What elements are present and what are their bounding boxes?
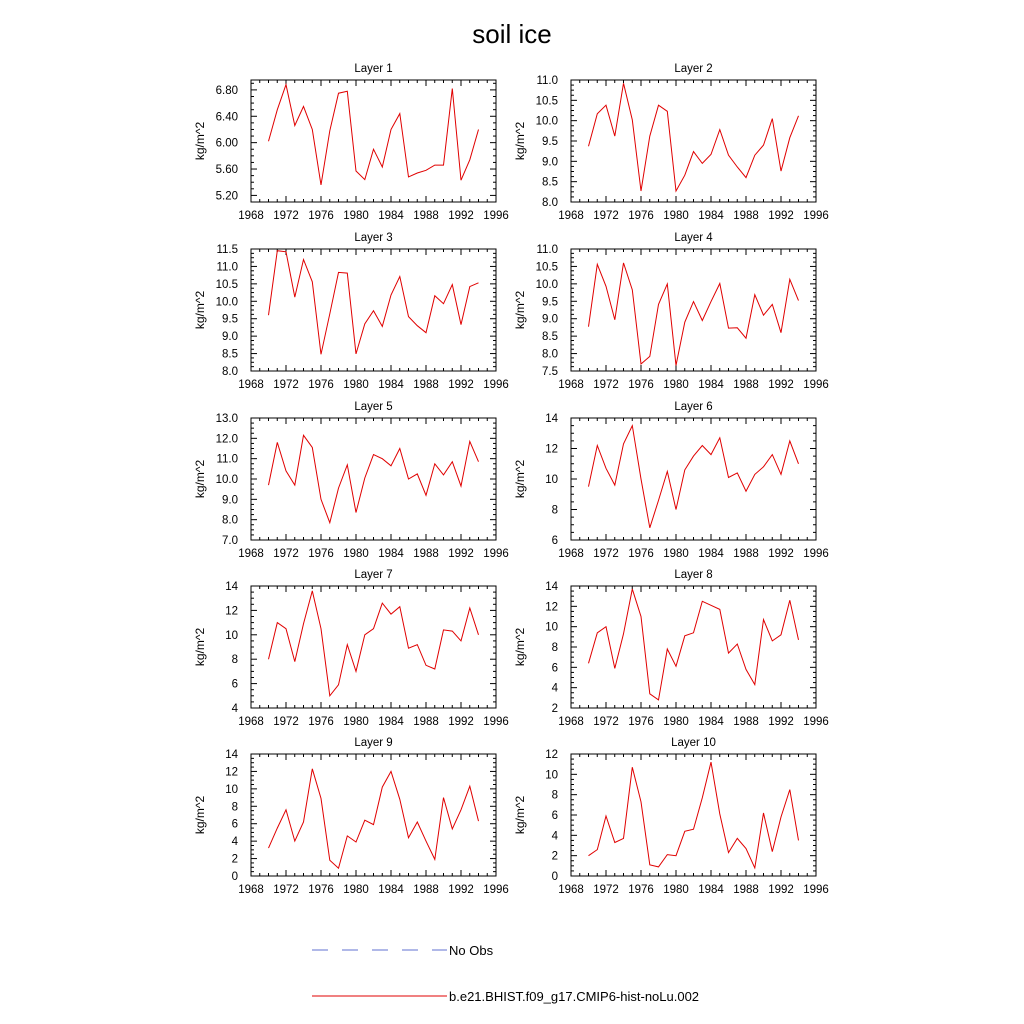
series-line [589, 426, 799, 528]
y-tick-label: 12 [225, 766, 238, 779]
y-tick-label: 8 [551, 789, 558, 802]
y-tick-label: 9.5 [542, 136, 558, 148]
x-tick-label: 1980 [663, 210, 689, 222]
y-tick-label: 8 [231, 801, 238, 814]
panels [193, 63, 829, 896]
x-tick-label: 1988 [733, 548, 759, 560]
x-tick-label: 1980 [663, 379, 689, 391]
y-tick-label: 9.0 [222, 331, 238, 344]
panel-10 [513, 737, 829, 896]
y-tick-label: 9.5 [222, 313, 238, 326]
x-tick-label: 1972 [273, 210, 299, 222]
x-tick-label: 1976 [628, 379, 654, 391]
x-tick-label: 1972 [273, 884, 299, 896]
y-axis-label: kg/m^2 [193, 795, 207, 835]
y-tick-label: 14 [225, 749, 238, 761]
x-tick-label: 1996 [803, 210, 829, 222]
y-tick-label: 6 [551, 662, 558, 675]
x-tick-label: 1980 [343, 884, 369, 896]
y-tick-label: 6.00 [215, 137, 238, 150]
x-tick-label: 1968 [558, 716, 584, 728]
y-tick-label: 8.5 [542, 176, 558, 189]
plot-frame [251, 418, 496, 540]
y-tick-label: 8.0 [222, 514, 238, 527]
y-tick-label: 6.40 [215, 111, 238, 124]
y-tick-label: 2 [551, 703, 558, 715]
x-tick-label: 1976 [308, 884, 334, 896]
series-line [269, 85, 479, 185]
panel-8 [513, 569, 829, 728]
y-axis-label: kg/m^2 [513, 459, 527, 499]
figure-title: soil ice [472, 19, 552, 49]
x-tick-label: 1968 [558, 884, 584, 896]
x-tick-label: 1976 [628, 210, 654, 222]
series-line [269, 435, 479, 522]
legend-model-label: b.e21.BHIST.f09_g17.CMIP6-hist-noLu.002 [449, 989, 700, 1004]
y-tick-label: 10.0 [535, 278, 558, 291]
y-tick-label: 14 [225, 581, 238, 593]
x-tick-label: 1996 [483, 884, 509, 896]
y-axis-label: kg/m^2 [513, 795, 527, 835]
y-axis-label: kg/m^2 [513, 121, 527, 161]
y-tick-label: 4 [551, 682, 558, 695]
y-tick-label: 5.20 [215, 190, 238, 203]
y-tick-label: 9.5 [542, 296, 558, 309]
series-line [589, 263, 799, 366]
y-tick-label: 10.0 [215, 296, 238, 309]
x-tick-label: 1992 [448, 716, 474, 728]
x-tick-label: 1988 [413, 884, 439, 896]
y-axis-label: kg/m^2 [193, 290, 207, 330]
x-tick-label: 1996 [803, 884, 829, 896]
panel-title: Layer 7 [354, 569, 393, 581]
plot-frame [251, 80, 496, 202]
x-tick-label: 1972 [273, 379, 299, 391]
y-tick-label: 9.0 [542, 313, 558, 326]
x-tick-label: 1976 [308, 210, 334, 222]
y-tick-label: 6 [231, 678, 238, 691]
x-tick-label: 1972 [273, 716, 299, 728]
panel-4 [513, 232, 829, 391]
x-tick-label: 1980 [343, 548, 369, 560]
x-tick-label: 1968 [238, 548, 264, 560]
x-tick-label: 1980 [343, 716, 369, 728]
y-tick-label: 11.5 [216, 244, 238, 256]
panel-1 [193, 63, 509, 222]
x-tick-label: 1992 [768, 379, 794, 391]
y-axis-label: kg/m^2 [513, 627, 527, 667]
y-tick-label: 5.60 [215, 164, 238, 177]
y-tick-label: 12 [225, 605, 238, 618]
panel-title: Layer 1 [354, 63, 393, 75]
y-tick-label: 10.5 [215, 278, 238, 291]
x-tick-label: 1988 [413, 379, 439, 391]
y-tick-label: 4 [231, 703, 238, 715]
panel-title: Layer 6 [674, 401, 713, 413]
y-tick-label: 0 [231, 871, 238, 883]
series-line [269, 591, 479, 696]
y-tick-label: 11.0 [216, 453, 238, 466]
y-tick-label: 8 [551, 642, 558, 654]
y-tick-label: 2 [231, 853, 238, 866]
x-tick-label: 1992 [448, 210, 474, 222]
y-tick-label: 11.0 [216, 261, 238, 274]
x-tick-label: 1984 [378, 716, 404, 728]
panel-2 [513, 63, 829, 222]
x-tick-label: 1984 [698, 716, 724, 728]
panel-title: Layer 2 [674, 63, 713, 75]
y-tick-label: 12 [545, 601, 558, 614]
plot-frame [571, 80, 816, 202]
x-tick-label: 1968 [558, 548, 584, 560]
y-tick-label: 8.5 [542, 331, 558, 344]
series-line [589, 762, 799, 868]
panel-7 [193, 569, 509, 728]
x-tick-label: 1984 [698, 884, 724, 896]
y-tick-label: 8.5 [222, 348, 238, 361]
y-tick-label: 10.5 [535, 261, 558, 274]
x-tick-label: 1980 [343, 379, 369, 391]
x-tick-label: 1992 [448, 884, 474, 896]
x-tick-label: 1968 [558, 379, 584, 391]
x-tick-label: 1988 [733, 379, 759, 391]
y-tick-label: 8 [231, 654, 238, 667]
x-tick-label: 1992 [768, 210, 794, 222]
series-line [589, 83, 799, 191]
x-tick-label: 1988 [733, 716, 759, 728]
plot-frame [571, 418, 816, 540]
series-line [269, 769, 479, 868]
y-tick-label: 10 [225, 783, 238, 796]
series-line [269, 251, 479, 355]
y-tick-label: 11.0 [536, 244, 558, 256]
y-tick-label: 6.80 [215, 84, 238, 97]
y-tick-label: 7.0 [222, 535, 238, 547]
y-tick-label: 10.0 [215, 474, 238, 486]
x-tick-label: 1996 [483, 548, 509, 560]
y-axis-label: kg/m^2 [193, 627, 207, 667]
panel-title: Layer 5 [354, 401, 393, 413]
y-tick-label: 9.0 [542, 156, 558, 169]
x-tick-label: 1980 [663, 548, 689, 560]
y-tick-label: 8.0 [542, 348, 558, 361]
x-tick-label: 1984 [378, 884, 404, 896]
x-tick-label: 1992 [768, 716, 794, 728]
y-tick-label: 6 [551, 810, 558, 822]
x-tick-label: 1972 [593, 716, 619, 728]
x-tick-label: 1976 [628, 884, 654, 896]
x-tick-label: 1976 [628, 716, 654, 728]
panel-9 [193, 737, 509, 896]
y-axis-label: kg/m^2 [193, 121, 207, 161]
x-tick-label: 1984 [378, 379, 404, 391]
x-tick-label: 1988 [413, 716, 439, 728]
x-tick-label: 1984 [378, 548, 404, 560]
y-tick-label: 0 [551, 871, 558, 883]
panel-title: Layer 4 [674, 232, 713, 244]
y-tick-label: 8 [551, 504, 558, 517]
panel-5 [193, 401, 509, 560]
x-tick-label: 1968 [558, 210, 584, 222]
x-tick-label: 1976 [308, 379, 334, 391]
x-tick-label: 1996 [483, 210, 509, 222]
x-tick-label: 1984 [378, 210, 404, 222]
y-tick-label: 8.0 [542, 197, 558, 209]
x-tick-label: 1984 [698, 379, 724, 391]
panel-6 [513, 401, 829, 560]
x-tick-label: 1984 [698, 210, 724, 222]
plot-frame [571, 586, 816, 708]
y-tick-label: 4 [551, 830, 558, 843]
x-tick-label: 1976 [308, 716, 334, 728]
y-tick-label: 9.0 [222, 494, 238, 507]
x-tick-label: 1992 [768, 884, 794, 896]
plot-frame [571, 754, 816, 876]
panel-title: Layer 8 [674, 569, 713, 581]
x-tick-label: 1968 [238, 884, 264, 896]
x-tick-label: 1996 [803, 379, 829, 391]
y-tick-label: 10 [225, 629, 238, 642]
y-tick-label: 10 [545, 769, 558, 782]
y-tick-label: 4 [231, 836, 238, 849]
x-tick-label: 1992 [448, 548, 474, 560]
x-tick-label: 1988 [733, 884, 759, 896]
x-tick-label: 1980 [663, 716, 689, 728]
x-tick-label: 1968 [238, 716, 264, 728]
y-tick-label: 2 [551, 850, 558, 863]
y-tick-label: 12 [545, 443, 558, 456]
x-tick-label: 1972 [593, 210, 619, 222]
y-tick-label: 7.5 [542, 366, 558, 378]
x-tick-label: 1968 [238, 210, 264, 222]
x-tick-label: 1972 [273, 548, 299, 560]
x-tick-label: 1968 [238, 379, 264, 391]
x-tick-label: 1980 [663, 884, 689, 896]
y-axis-label: kg/m^2 [193, 459, 207, 499]
plot-frame [571, 249, 816, 371]
y-tick-label: 12 [545, 749, 558, 761]
y-tick-label: 11.0 [536, 75, 558, 87]
x-tick-label: 1980 [343, 210, 369, 222]
panel-title: Layer 10 [671, 737, 716, 749]
y-tick-label: 10.5 [535, 95, 558, 108]
x-tick-label: 1984 [698, 548, 724, 560]
x-tick-label: 1972 [593, 884, 619, 896]
x-tick-label: 1992 [448, 379, 474, 391]
x-tick-label: 1972 [593, 548, 619, 560]
plot-frame [251, 586, 496, 708]
x-tick-label: 1996 [803, 716, 829, 728]
x-tick-label: 1988 [413, 548, 439, 560]
legend-obs-label: No Obs [449, 943, 494, 958]
y-tick-label: 6 [231, 818, 238, 831]
x-tick-label: 1996 [483, 379, 509, 391]
x-tick-label: 1988 [413, 210, 439, 222]
y-tick-label: 14 [545, 413, 558, 425]
y-tick-label: 10.0 [535, 115, 558, 128]
y-tick-label: 10 [545, 474, 558, 486]
series-line [589, 589, 799, 700]
x-tick-label: 1996 [803, 548, 829, 560]
y-axis-label: kg/m^2 [513, 290, 527, 330]
x-tick-label: 1976 [628, 548, 654, 560]
x-tick-label: 1988 [733, 210, 759, 222]
y-tick-label: 10 [545, 621, 558, 634]
y-tick-label: 12.0 [215, 433, 238, 446]
x-tick-label: 1972 [593, 379, 619, 391]
y-tick-label: 13.0 [215, 413, 238, 425]
panel-title: Layer 3 [354, 232, 393, 244]
panel-title: Layer 9 [354, 737, 393, 749]
y-tick-label: 14 [545, 581, 558, 593]
x-tick-label: 1992 [768, 548, 794, 560]
y-tick-label: 8.0 [222, 366, 238, 378]
panel-3 [193, 232, 509, 391]
x-tick-label: 1976 [308, 548, 334, 560]
y-tick-label: 6 [551, 535, 558, 547]
legend [312, 943, 699, 1004]
x-tick-label: 1996 [483, 716, 509, 728]
